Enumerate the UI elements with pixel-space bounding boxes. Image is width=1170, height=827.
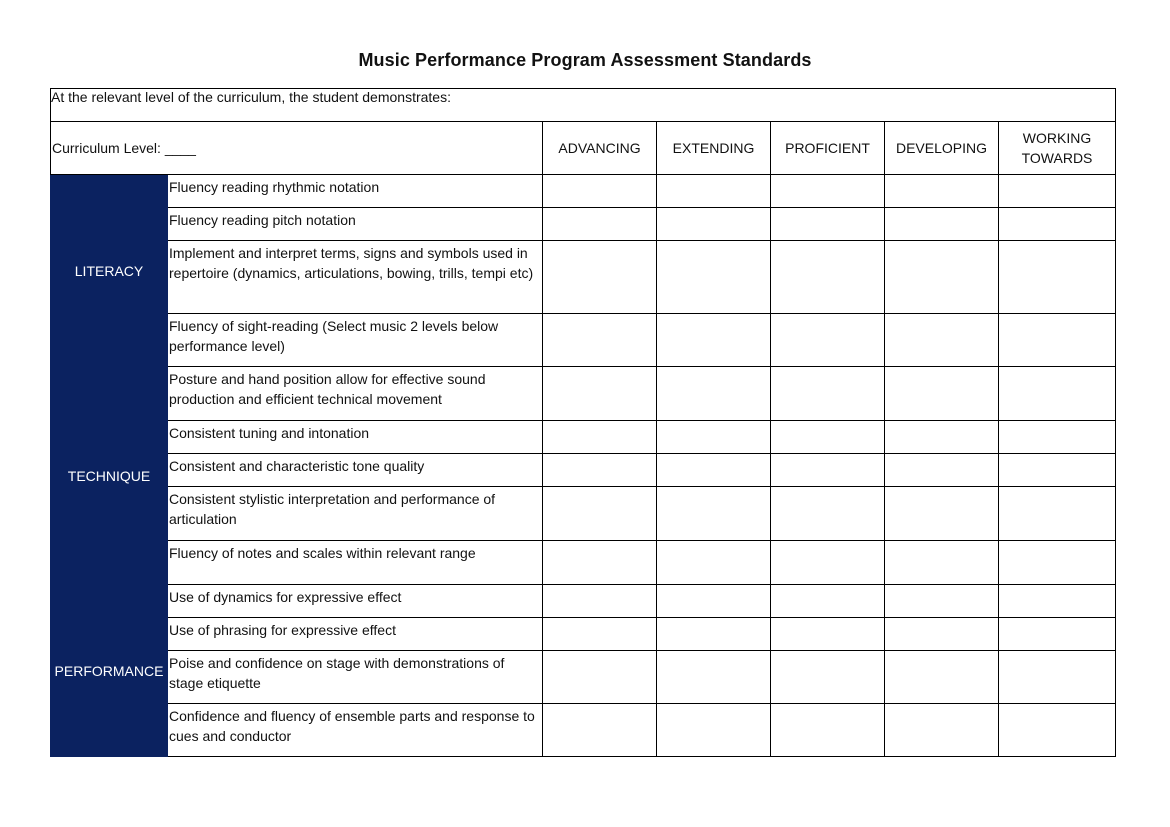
score-cell[interactable] (771, 651, 885, 704)
score-cell[interactable] (771, 618, 885, 651)
score-cell[interactable] (657, 314, 771, 367)
score-cell[interactable] (885, 454, 999, 487)
score-cell[interactable] (999, 175, 1116, 208)
score-cell[interactable] (771, 208, 885, 241)
score-cell[interactable] (543, 618, 657, 651)
score-cell[interactable] (657, 585, 771, 618)
score-cell[interactable] (771, 314, 885, 367)
score-cell[interactable] (543, 585, 657, 618)
score-cell[interactable] (657, 241, 771, 314)
criterion-text: Poise and confidence on stage with demonstrations of stage etiquette (168, 651, 543, 704)
score-cell[interactable] (657, 367, 771, 421)
criterion-text: Use of phrasing for expressive effect (168, 618, 543, 651)
column-header-advancing: ADVANCING (543, 122, 657, 175)
score-cell[interactable] (999, 704, 1116, 757)
score-cell[interactable] (543, 421, 657, 454)
criterion-row (51, 487, 1116, 541)
score-cell[interactable] (885, 175, 999, 208)
score-cell[interactable] (543, 367, 657, 421)
criterion-text: Fluency of sight-reading (Select music 2 levels below performance level) (168, 314, 543, 367)
score-cell[interactable] (999, 487, 1116, 541)
criterion-text: Consistent tuning and intonation (168, 421, 543, 454)
score-cell[interactable] (657, 651, 771, 704)
criterion-row (51, 421, 1116, 454)
score-cell[interactable] (771, 454, 885, 487)
score-cell[interactable] (543, 487, 657, 541)
criterion-row (51, 314, 1116, 367)
criterion-row (51, 585, 1116, 618)
criterion-row (51, 541, 1116, 585)
criterion-text: Fluency of notes and scales within relevant range (168, 541, 543, 585)
score-cell[interactable] (999, 651, 1116, 704)
score-cell[interactable] (543, 454, 657, 487)
criterion-text: Posture and hand position allow for effective sound production and efficient technical movement (168, 367, 543, 421)
score-cell[interactable] (999, 585, 1116, 618)
score-cell[interactable] (771, 367, 885, 421)
score-cell[interactable] (999, 618, 1116, 651)
score-cell[interactable] (771, 175, 885, 208)
criterion-text: Consistent and characteristic tone quality (168, 454, 543, 487)
score-cell[interactable] (657, 208, 771, 241)
assessment-table (50, 88, 1116, 757)
column-header-developing: DEVELOPING (885, 122, 999, 175)
criterion-row (51, 208, 1116, 241)
criterion-text: Fluency reading rhythmic notation (168, 175, 543, 208)
score-cell[interactable] (999, 541, 1116, 585)
score-cell[interactable] (771, 704, 885, 757)
score-cell[interactable] (771, 487, 885, 541)
score-cell[interactable] (885, 367, 999, 421)
criterion-text: Use of dynamics for expressive effect (168, 585, 543, 618)
intro-row (51, 89, 1116, 122)
score-cell[interactable] (657, 487, 771, 541)
score-cell[interactable] (885, 651, 999, 704)
intro-text: At the relevant level of the curriculum, the student demonstrates: (51, 89, 1116, 122)
score-cell[interactable] (657, 541, 771, 585)
column-header-proficient: PROFICIENT (771, 122, 885, 175)
score-cell[interactable] (543, 208, 657, 241)
category-performance: PERFORMANCE (51, 585, 168, 757)
score-cell[interactable] (885, 487, 999, 541)
criterion-row (51, 241, 1116, 314)
score-cell[interactable] (885, 241, 999, 314)
criterion-row (51, 651, 1116, 704)
score-cell[interactable] (885, 314, 999, 367)
score-cell[interactable] (771, 241, 885, 314)
score-cell[interactable] (885, 208, 999, 241)
score-cell[interactable] (657, 454, 771, 487)
criterion-row (51, 175, 1116, 208)
score-cell[interactable] (657, 704, 771, 757)
curriculum-level-label: Curriculum Level: ____ (51, 122, 543, 175)
score-cell[interactable] (771, 585, 885, 618)
score-cell[interactable] (885, 541, 999, 585)
score-cell[interactable] (885, 421, 999, 454)
score-cell[interactable] (657, 421, 771, 454)
column-header-working-towards: WORKING TOWARDS (999, 122, 1116, 175)
criterion-row (51, 704, 1116, 757)
score-cell[interactable] (771, 421, 885, 454)
category-technique: TECHNIQUE (51, 367, 168, 585)
page-title: Music Performance Program Assessment Standards (358, 50, 812, 70)
criterion-text: Confidence and fluency of ensemble parts and response to cues and conductor (168, 704, 543, 757)
score-cell[interactable] (999, 241, 1116, 314)
criterion-row (51, 454, 1116, 487)
column-header-extending: EXTENDING (657, 122, 771, 175)
criterion-text: Fluency reading pitch notation (168, 208, 543, 241)
score-cell[interactable] (999, 208, 1116, 241)
score-cell[interactable] (657, 175, 771, 208)
score-cell[interactable] (543, 541, 657, 585)
score-cell[interactable] (999, 314, 1116, 367)
header-row (51, 122, 1116, 175)
score-cell[interactable] (657, 618, 771, 651)
criterion-row (51, 618, 1116, 651)
category-literacy: LITERACY (51, 175, 168, 367)
score-cell[interactable] (771, 541, 885, 585)
score-cell[interactable] (543, 175, 657, 208)
score-cell[interactable] (885, 585, 999, 618)
criterion-text: Consistent stylistic interpretation and performance of articulation (168, 487, 543, 541)
score-cell[interactable] (999, 421, 1116, 454)
score-cell[interactable] (885, 618, 999, 651)
criterion-row (51, 367, 1116, 421)
score-cell[interactable] (999, 454, 1116, 487)
score-cell[interactable] (885, 704, 999, 757)
criterion-text: Implement and interpret terms, signs and symbols used in repertoire (dynamics, articulations, bowing, trills, tempi etc) (168, 241, 543, 314)
score-cell[interactable] (999, 367, 1116, 421)
score-cell[interactable] (543, 314, 657, 367)
score-cell[interactable] (543, 241, 657, 314)
score-cell[interactable] (543, 651, 657, 704)
score-cell[interactable] (543, 704, 657, 757)
